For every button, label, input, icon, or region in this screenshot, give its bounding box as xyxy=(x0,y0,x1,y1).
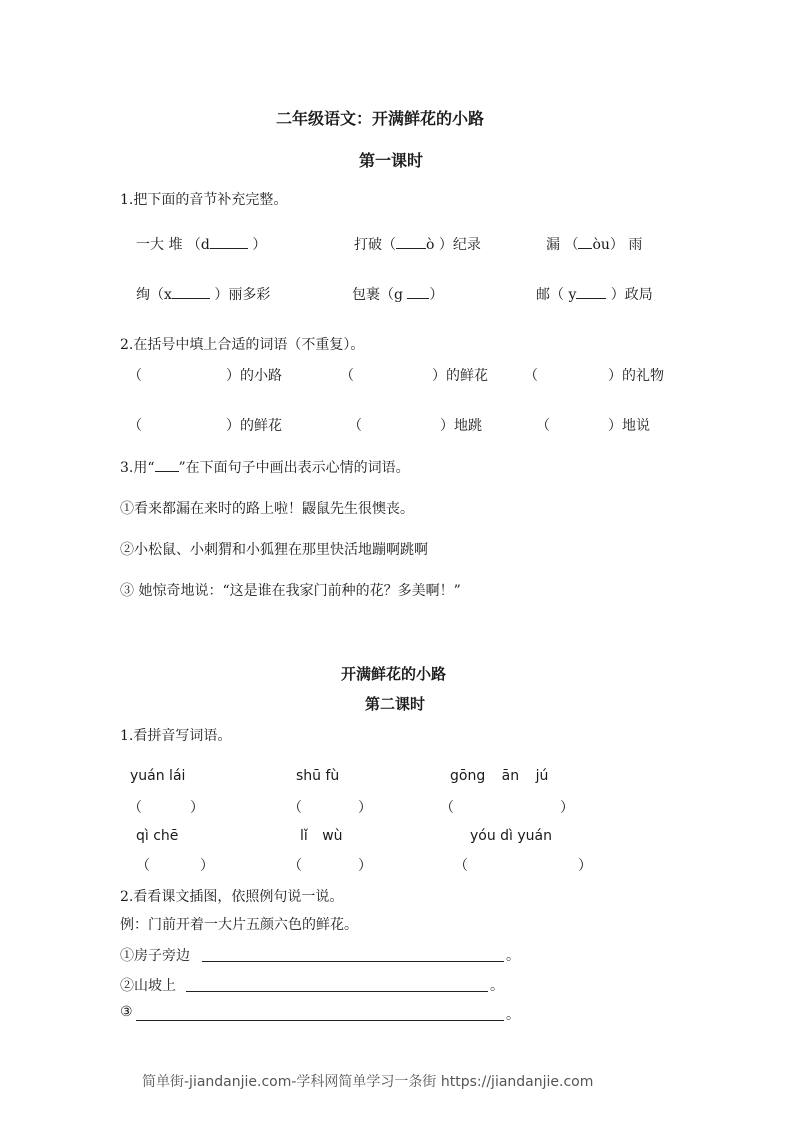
paren-phrase[interactable]: ）的鲜花 xyxy=(432,368,488,384)
answer-paren-open: （ xyxy=(288,858,302,874)
answer-paren-close: ） xyxy=(560,800,574,816)
lesson1-q2-prompt: 2.在括号中填上合适的词语（不重复）。 xyxy=(120,337,365,353)
paren-open: （ xyxy=(524,368,538,384)
answer-blank[interactable] xyxy=(210,234,248,249)
answer-paren-open: （ xyxy=(288,800,302,816)
pinyin-label: qì chē xyxy=(136,828,179,844)
underline-sample xyxy=(155,457,179,472)
paren-phrase[interactable]: ）地跳 xyxy=(440,418,482,434)
pinyin-label: yóu dì yuán xyxy=(470,828,553,844)
footer-watermark: 简单街-jiandanjie.com-学科网简单学习一条街 https://jiandanjie.com xyxy=(142,1074,594,1090)
paren-phrase[interactable]: ）地说 xyxy=(608,418,650,434)
sentence-item[interactable]: ②小松鼠、小刺猬和小狐狸在那里快活地蹦啊跳啊 xyxy=(120,542,428,558)
lesson1-q1-prompt: 1.把下面的音节补充完整。 xyxy=(120,192,288,208)
answer-paren-close: ） xyxy=(358,858,372,874)
answer-line[interactable] xyxy=(202,961,504,962)
syllable-item: 打破（ ò ）纪录 xyxy=(354,234,481,254)
answer-paren-close: ） xyxy=(200,858,214,874)
lesson2-q2-prompt: 2.看看课文插图，依照例句说一说。 xyxy=(120,889,344,905)
answer-paren-open: （ xyxy=(454,858,468,874)
lesson2-title: 开满鲜花的小路 xyxy=(341,665,447,683)
pinyin-label: lǐ wù xyxy=(300,828,343,844)
answer-blank[interactable] xyxy=(578,234,592,249)
sentence-item[interactable]: ③ 她惊奇地说：“这是谁在我家门前种的花？多美啊！” xyxy=(120,583,461,599)
period: 。 xyxy=(490,978,504,994)
syllable-item: 邮（ y ）政局 xyxy=(536,284,653,304)
answer-paren-open: （ xyxy=(440,800,454,816)
syllable-item: 漏 （ òu） 雨 xyxy=(546,234,642,254)
fill-item-label: ①房子旁边 xyxy=(120,948,190,964)
pinyin-label: shū fù xyxy=(296,768,340,784)
pinyin-label: yuán lái xyxy=(130,768,186,784)
syllable-item: 一大 堆 （d ） xyxy=(136,234,266,254)
lesson1-q3-prompt: 3.用“ ”在下面句子中画出表示心情的词语。 xyxy=(120,457,410,477)
answer-paren-close: ） xyxy=(190,800,204,816)
lesson1-subtitle: 第一课时 xyxy=(359,151,424,170)
paren-open: （ xyxy=(536,418,550,434)
answer-blank[interactable] xyxy=(407,284,429,299)
answer-blank[interactable] xyxy=(396,234,426,249)
syllable-item: 绚（x ）丽多彩 xyxy=(136,284,270,304)
paren-open: （ xyxy=(340,368,354,384)
paren-open: （ xyxy=(128,418,142,434)
answer-paren-open: （ xyxy=(128,800,142,816)
example-sentence: 例：门前开着一大片五颜六色的鲜花。 xyxy=(120,917,358,933)
paren-open: （ xyxy=(348,418,362,434)
page-title: 二年级语文：开满鲜花的小路 xyxy=(276,109,485,128)
sentence-item[interactable]: ①看来都漏在来时的路上啦！鼹鼠先生很懊丧。 xyxy=(120,501,414,517)
period: 。 xyxy=(506,948,520,964)
answer-paren-close: ） xyxy=(358,800,372,816)
answer-blank[interactable] xyxy=(576,284,606,299)
fill-item-label: ②山坡上 xyxy=(120,978,176,994)
answer-line[interactable] xyxy=(186,991,488,992)
period: 。 xyxy=(506,1007,520,1023)
answer-line[interactable] xyxy=(136,1020,504,1021)
pinyin-label: gōng ān jú xyxy=(450,768,549,784)
paren-phrase[interactable]: ）的礼物 xyxy=(608,368,664,384)
paren-phrase[interactable]: ）的鲜花 xyxy=(226,418,282,434)
paren-open: （ xyxy=(128,368,142,384)
answer-paren-open: （ xyxy=(136,858,150,874)
syllable-item: 包裹（g ） xyxy=(352,284,443,304)
answer-blank[interactable] xyxy=(172,284,210,299)
paren-phrase[interactable]: ）的小路 xyxy=(226,368,282,384)
lesson2-subtitle: 第二课时 xyxy=(365,695,426,713)
answer-paren-close: ） xyxy=(578,858,592,874)
lesson2-q1-prompt: 1.看拼音写词语。 xyxy=(120,728,232,744)
fill-item-label: ③ xyxy=(120,1004,133,1020)
